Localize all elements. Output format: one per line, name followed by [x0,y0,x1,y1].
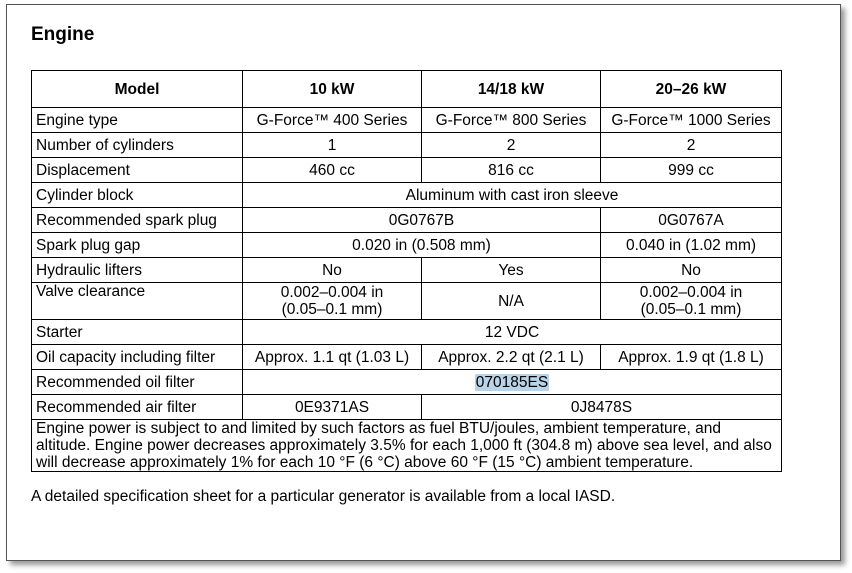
table-note: Engine power is subject to and limited by such factors as fuel BTU/joules, ambient temperature, and altitude. Engine power decreases approximately 3.5% for each 1,000 ft (304.8 m) above sea level, and also will decrease approximately 1% for each 10 °F (6 °C) above 60 °F (15 °C) ambient temperature. [32,420,782,472]
cell-line: (0.05–0.1 mm) [281,301,383,318]
table-cell: No [243,258,422,283]
table-row [32,258,782,283]
selected-text[interactable]: 070185ES [475,373,549,391]
table-cell: G-Force™ 1000 Series [601,108,782,133]
row-label: Starter [32,320,243,345]
table-row [32,320,782,345]
row-label: Cylinder block [32,183,243,208]
table-cell: Approx. 1.1 qt (1.03 L) [243,345,422,370]
table-row [32,133,782,158]
row-label: Valve clearance [32,283,243,320]
table-row [32,395,782,420]
header-20-26kw: 20–26 kW [601,71,782,108]
row-label: Displacement [32,158,243,183]
table-row [32,370,782,395]
table-cell [601,283,782,320]
table-cell: 0.020 in (0.508 mm) [243,233,601,258]
table-cell [243,283,422,320]
cell-line: 0.002–0.004 in [280,284,384,301]
table-cell: 12 VDC [243,320,782,345]
table-cell: Aluminum with cast iron sleeve [243,183,782,208]
table-cell: 0.040 in (1.02 mm) [601,233,782,258]
row-label: Oil capacity including filter [32,345,243,370]
table-cell: 2 [422,133,601,158]
table-row [32,158,782,183]
table-cell: Yes [422,258,601,283]
table-row [32,183,782,208]
cell-line: (0.05–0.1 mm) [640,301,742,318]
table-cell [243,370,782,395]
table-row [32,345,782,370]
table-cell: 0J8478S [422,395,782,420]
table-row [32,208,782,233]
table-note-row [32,420,782,472]
row-label: Recommended oil filter [32,370,243,395]
cell-line: 0.002–0.004 in [639,284,743,301]
row-label: Spark plug gap [32,233,243,258]
row-label: Number of cylinders [32,133,243,158]
table-cell: 816 cc [422,158,601,183]
table-cell: Approx. 1.9 qt (1.8 L) [601,345,782,370]
section-title: Engine [31,24,95,45]
table-cell: No [601,258,782,283]
table-cell: 0E9371AS [243,395,422,420]
row-label: Hydraulic lifters [32,258,243,283]
table-row [32,108,782,133]
table-cell: 460 cc [243,158,422,183]
row-label: Recommended spark plug [32,208,243,233]
table-cell: G-Force™ 800 Series [422,108,601,133]
table-header-row [32,71,782,108]
table-cell: Approx. 2.2 qt (2.1 L) [422,345,601,370]
table-cell: G-Force™ 400 Series [243,108,422,133]
table-cell: 0G0767A [601,208,782,233]
row-label: Recommended air filter [32,395,243,420]
footnote: A detailed specification sheet for a particular generator is available from a local IASD. [31,488,616,505]
engine-spec-table [31,70,782,472]
header-10kw: 10 kW [243,71,422,108]
row-label: Engine type [32,108,243,133]
header-14-18kw: 14/18 kW [422,71,601,108]
table-row [32,283,782,320]
table-cell: 1 [243,133,422,158]
header-model: Model [32,71,243,108]
table-cell: 0G0767B [243,208,601,233]
table-cell: N/A [422,283,601,320]
table-cell: 999 cc [601,158,782,183]
table-cell: 2 [601,133,782,158]
table-row [32,233,782,258]
